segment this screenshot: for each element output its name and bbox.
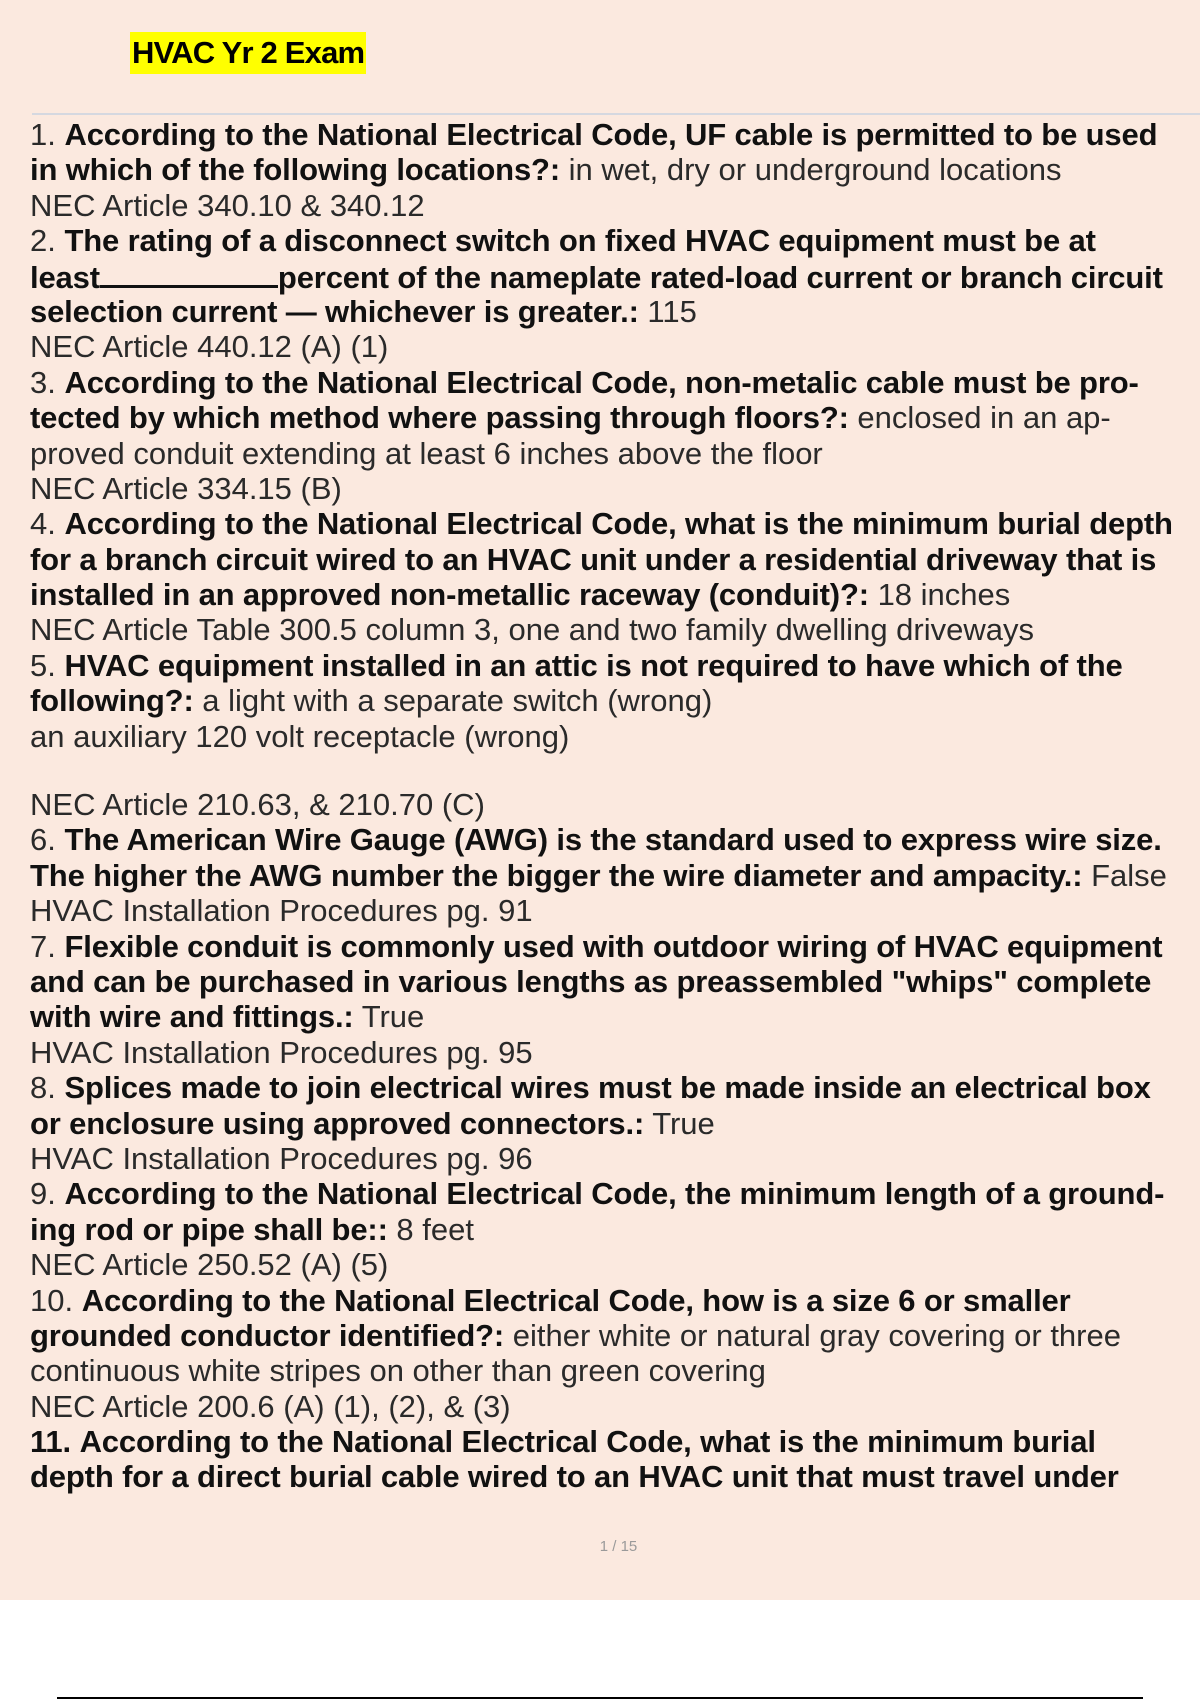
question-item [30,648,1200,823]
question-text: percent of the nameplate rated-load current or branch circuit [277,259,1163,295]
answer-text: either white or natural gray covering or three [512,1317,1121,1353]
question-text: According to the National Electrical Code, what is the minimum burial [79,1424,1096,1460]
title-block [130,32,366,74]
reference-text: NEC Article 440.12 (A) (1) [30,329,389,365]
header-divider [32,113,1200,115]
reference-text: NEC Article 334.15 (B) [30,470,342,506]
question-text: with wire and fittings.: [30,999,354,1035]
answer-text: in wet, dry or underground locations [568,152,1062,188]
question-text: Splices made to join electrical wires must be made inside an electrical box [64,1070,1151,1106]
question-text: or enclosure using approved connectors.: [30,1105,645,1141]
question-number: 2. [30,223,56,259]
question-item [30,223,1200,365]
question-number: 1. [30,117,56,152]
question-text: According to the National Electrical Code, UF cable is permitted to be used [64,117,1158,152]
fill-in-blank [100,259,278,288]
question-number: 10. [30,1282,74,1318]
bottom-divider [57,1697,1143,1699]
question-text: HVAC equipment installed in an attic is not required to have which of the [64,647,1123,683]
question-item [30,1424,1200,1495]
question-number: 7. [30,928,56,964]
question-number: 3. [30,364,56,400]
question-number: 4. [30,506,56,542]
answer-text: a light with a separate switch (wrong) [202,683,713,719]
question-number: 11. [30,1424,71,1460]
reference-text: NEC Article 250.52 (A) (5) [30,1247,389,1283]
question-text: grounded conductor identified?: [30,1317,505,1353]
question-item [30,822,1200,928]
page-title: HVAC Yr 2 Exam [130,32,366,74]
question-text: According to the National Electrical Code, non-metalic cable must be pro- [64,364,1139,400]
question-text: in which of the following locations?: [30,152,561,188]
question-text: least [30,259,100,295]
reference-text: NEC Article 340.10 & 340.12 [30,187,425,223]
question-number: 8. [30,1070,56,1106]
question-text: The higher the AWG number the bigger the wire diameter and ampacity.: [30,857,1083,893]
question-number: 9. [30,1176,56,1212]
answer-text: False [1091,857,1167,893]
question-text: According to the National Electrical Code, how is a size 6 or smaller [81,1282,1071,1318]
reference-text: NEC Article 210.63, & 210.70 (C) [30,787,485,823]
reference-text: HVAC Installation Procedures pg. 95 [30,1034,533,1070]
question-item [30,1070,1200,1176]
answer-text: an auxiliary 120 volt receptacle (wrong) [30,718,570,754]
answer-text: continuous white stripes on other than green covering [30,1353,766,1389]
question-text: installed in an approved non-metallic raceway (conduit)?: [30,577,869,613]
question-item [30,365,1200,507]
reference-text: NEC Article Table 300.5 column 3, one and two family dwelling driveways [30,612,1034,648]
question-text: Flexible conduit is commonly used with outdoor wiring of HVAC equipment [64,928,1163,964]
question-text: following?: [30,683,194,719]
answer-text: True [361,999,425,1035]
question-text: The American Wire Gauge (AWG) is the standard used to express wire size. [64,822,1162,858]
question-number: 6. [30,822,56,858]
answer-text: 115 [647,293,697,329]
question-text: depth for a direct burial cable wired to an HVAC unit that must travel under [30,1459,1119,1495]
answer-text: 8 feet [396,1211,474,1247]
question-text: for a branch circuit wired to an HVAC unit under a residential driveway that is [30,541,1157,577]
page-indicator: 1 / 15 [599,1538,638,1555]
reference-text: HVAC Installation Procedures pg. 96 [30,1140,533,1176]
question-text: According to the National Electrical Code, the minimum length of a ground- [64,1176,1165,1212]
question-number: 5. [30,647,56,683]
question-text: According to the National Electrical Code, what is the minimum burial depth [64,506,1173,542]
question-text: tected by which method where passing through floors?: [30,400,849,436]
question-text: ing rod or pipe shall be:: [30,1211,388,1247]
answer-text: 18 inches [877,577,1011,613]
exam-content [30,117,1200,1495]
blank-line [30,754,1200,787]
question-item [30,1283,1200,1425]
question-text: The rating of a disconnect switch on fixed HVAC equipment must be at [64,223,1096,259]
answer-text: True [652,1105,715,1141]
reference-text: NEC Article 200.6 (A) (1), (2), & (3) [30,1388,511,1424]
question-item [30,929,1200,1071]
question-item [30,1176,1200,1282]
answer-text: enclosed in an ap- [857,400,1111,436]
question-item [30,506,1200,648]
question-item [30,117,1200,223]
reference-text: HVAC Installation Procedures pg. 91 [30,893,533,929]
answer-text: proved conduit extending at least 6 inches above the floor [30,435,823,471]
question-text: selection current — whichever is greater.: [30,293,639,329]
question-text: and can be purchased in various lengths as preassembled "whips" complete [30,963,1152,999]
